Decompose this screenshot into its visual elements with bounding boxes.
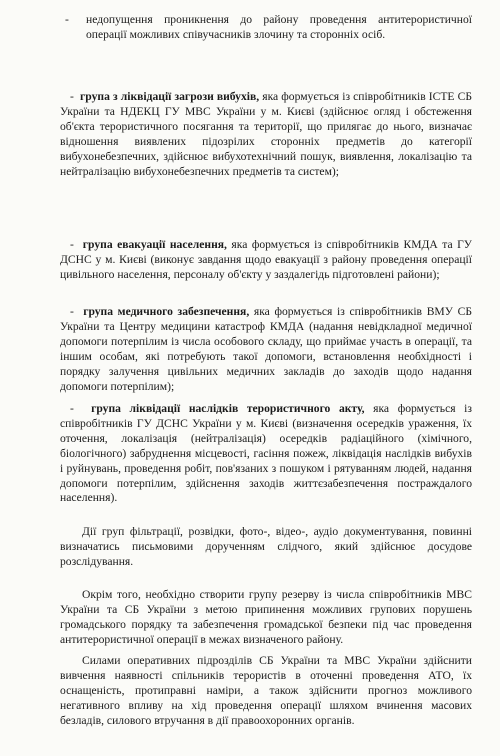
group-body: яка формується із співробітників КМДА та ГУ ДСНС у м. Києві (виконує завдання щодо евакуації з району проведення операції цивільного населення, персоналу об'єкту у заздалегідь підготовлені райони); [60,238,472,281]
group-title: група ліквідації наслідків терористичного акту, [91,402,365,415]
paragraph-nonadmission: недопущення проникнення до району проведення антитерористичної операції можливих співучасників злочину та сторонніх осіб. [86,13,472,41]
group-explosive-threat: - група з ліквідації загрози вибухів, яка формується із співробітників ІСТЕ СБ України та НДЕКЦ ГУ МВС України у м. Києві (здійснює огляд і обстеження об'єкта терористичного посягання та території, що прилягає до нього, визначає відношення виявлених підозрілих сторонніх предметів до категорії вибухонебезпечних, здійснює вибухотехнічний пошук, виявлення, локалізацію та нейтралізацію вибухонебезпечних предметів та систем); [60,90,472,178]
group-title: група медичного забезпечення, [83,305,250,318]
bullet-dash: - [65,13,69,26]
group-medical: - група медичного забезпечення, яка формується із співробітників ВМУ СБ України та Центру медицини катастроф КМДА (надання невідкладної медичної допомоги потерпілим із числа особового складу, що приймає участь в операції, та іншим особам, які потребують такої допомоги, встановлення необхідності і порядку залучення цивільних медичних закладів до заходів щодо надання допомоги потерпілим); [60,305,472,393]
group-body: яка формується із співробітників ГУ ДСНС України у м. Києві (визначення осередків ураження, їх оточення, локалізація (нейтралізація) осередків радіаційного (хімічного, біологічного) забруднення місцевості, гасіння пожеж, ліквідація наслідків вибухів і руйнувань, проведення робіт, пов'язаних з пошуком і рятуванням людей, надання допомоги потерпілим, здійснення заходів життєзабезпечення постраждалого населення). [60,402,472,505]
paragraph-reserve: Окрім того, необхідно створити групу резерву із числа співробітників МВС України та СБ України з метою припинення можливих групових порушень громадського порядку та забезпечення громадської безпеки під час проведення антитерористичної операції в межах визначеного району. [60,588,472,646]
group-consequences: - група ліквідації наслідків терористичного акту, яка формується із співробітників ГУ ДСНС України у м. Києві (визначення осередків ураження, їх оточення, локалізація (нейтралізація) осередків радіаційного (хімічного, біологічного) забруднення місцевості, гасіння пожеж, ліквідація наслідків вибухів і руйнувань, проведення робіт, пов'язаних з пошуком і рятуванням людей, надання допомоги потерпілим, здійснення заходів життєзабезпечення постраждалого населення). [60,402,472,505]
group-title: група евакуації населення, [82,238,227,251]
paragraph-actions: Дії груп фільтрації, розвідки, фото-, відео-, аудіо документування, повинні визначатись письмовими дорученням слідчого, який здійснює досудове розслідування. [60,525,472,568]
group-evacuation: - група евакуації населення, яка формується із співробітників КМДА та ГУ ДСНС у м. Києві (виконує завдання щодо евакуації з району проведення операції цивільного населення, персоналу об'єкту у заздалегідь підготовлені райони); [60,238,472,281]
paragraph-forces: Силами оперативних підрозділів СБ України та МВС України здійснити вивчення наявності спільників терористів в оточенні проведення АТО, їх оснащеність, протиправні наміри, а також здійснити прогноз можливого негативного впливу на хід проведення операції шляхом вчинення масових безладів, силового втручання в дії правоохоронних органів. [60,654,472,727]
group-title: група з ліквідації загрози вибухів, [80,90,260,103]
group-body: яка формується із співробітників ІСТЕ СБ України та НДЕКЦ ГУ МВС України у м. Києві (здійснює огляд і обстеження об'єкта терористичного посягання та території, що прилягає до нього, визначає відношення виявлених підозрілих сторонніх предметів до категорії вибухонебезпечних, здійснює вибухотехнічний пошук, виявлення, локалізацію та нейтралізацію вибухонебезпечних предметів та систем); [60,90,472,178]
group-body: яка формується із співробітників ВМУ СБ України та Центру медицини катастроф КМДА (надання невідкладної медичної допомоги потерпілим із числа особового складу, що приймає участь в операції, та іншим особам, які потребують такої допомоги, встановлення необхідності і порядку залучення цивільних медичних закладів до заходів щодо надання допомоги потерпілим); [60,305,472,393]
